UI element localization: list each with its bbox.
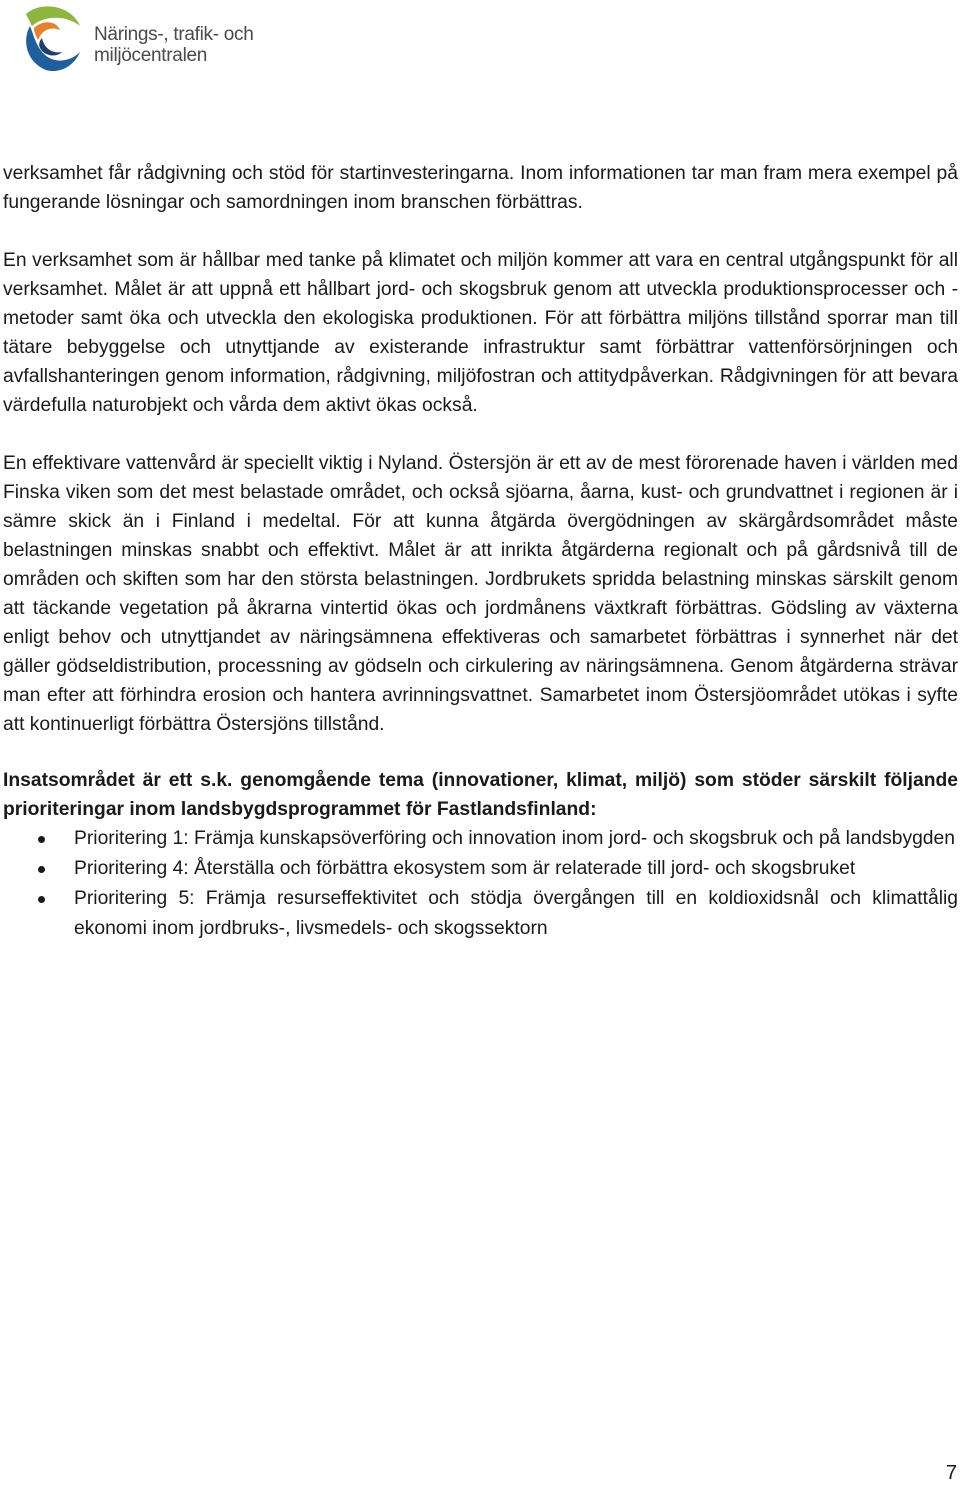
logo-line-1: Närings-, trafik- och (94, 24, 254, 45)
logo-text (94, 24, 253, 66)
page-number: 7 (945, 1462, 957, 1484)
header (20, 4, 320, 74)
ely-logo-icon (20, 4, 86, 74)
list-item (3, 854, 958, 884)
logo-line-2: miljöcentralen (94, 45, 208, 66)
bullet-icon (38, 896, 45, 903)
list-item-text: Prioritering 5: Främja resurseffektivitet och stödja övergången till en koldioxidsnål och klimattålig ekonomi inom jordbruks-, livsmedels- och skogssektorn (74, 888, 958, 939)
bullet-icon (38, 866, 45, 873)
priority-list (3, 824, 958, 943)
list-item (3, 884, 958, 943)
paragraph-4-bold-intro: Insatsområdet är ett s.k. genomgående tema (innovationer, klimat, miljö) som stöder särskilt följande prioriteringar inom landsbygdsprogrammet för Fastlandsfinland: (3, 770, 958, 820)
paragraph-1: verksamhet får rådgivning och stöd för startinvesteringarna. Inom informationen tar man fram mera exempel på fungerande lösningar och samordningen inom branschen förbättras. (3, 163, 958, 213)
document-body (3, 159, 958, 944)
list-item (3, 824, 958, 854)
paragraph-2: En verksamhet som är hållbar med tanke på klimatet och miljön kommer att vara en central utgångspunkt för all verksamhet. Målet är att uppnå ett hållbart jord- och skogsbruk genom att utveckla produktionsprocesser och -metoder samt öka och utveckla den ekologiska produktionen. För att förbättra miljöns tillstånd sporrar man till tätare bebyggelse och utnyttjande av existerande infrastruktur samt förbättrar vattenförsörjningen och avfallshanteringen genom information, rådgivning, miljöfostran och attitydpåverkan. Rådgivningen för att bevara värdefulla naturobjekt och vårda dem aktivt ökas också. (3, 250, 958, 416)
bullet-icon (38, 836, 45, 843)
paragraph-3: En effektivare vattenvård är speciellt viktig i Nyland. Östersjön är ett av de mest förorenade haven i världen med Finska viken som det mest belastade området, och också sjöarna, åarna, kust- och grundvattnet i regionen är i sämre skick än i Finland i medeltal. För att kunna åtgärda övergödningen av skärgårdsområdet måste belastningen minskas snabbt och effektivt. Målet är att inrikta åtgärderna regionalt och på gårdsnivå till de områden och skiften som har den största belastningen. Jordbrukets spridda belastning minskas särskilt genom att täckande vegetation på åkrarna vintertid ökas och jordmånens växtkraft förbättras. Gödsling av växterna enligt behov och utnyttjandet av näringsämnena effektiveras och samarbetet förbättras i synnerhet när det gäller gödseldistribution, processning av gödseln och cirkulering av näringsämnena. Genom åtgärderna strävar man efter att förhindra erosion och hantera avrinningsvattnet. Samarbetet inom Östersjöområdet utökas i syfte att kontinuerligt förbättra Östersjöns tillstånd. (3, 453, 958, 735)
list-item-text: Prioritering 4: Återställa och förbättra ekosystem som är relaterade till jord- och skogsbruket (74, 858, 856, 879)
list-item-text: Prioritering 1: Främja kunskapsöverföring och innovation inom jord- och skogsbruk och på landsbygden (74, 828, 955, 849)
